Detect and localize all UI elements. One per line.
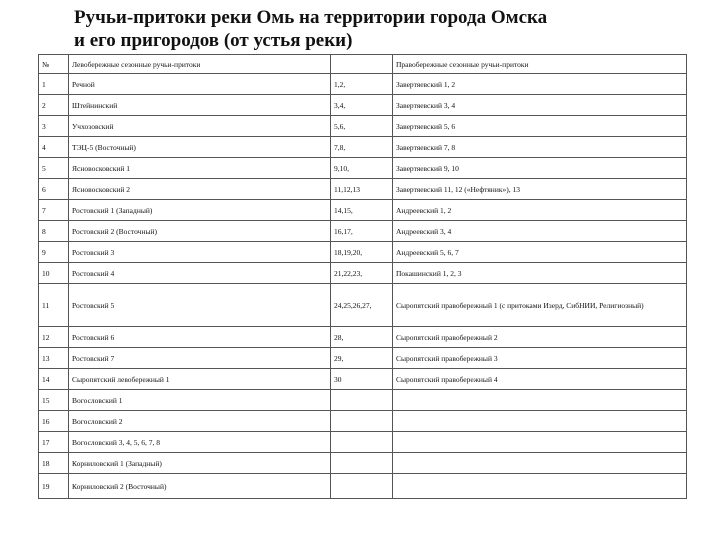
right-bank-stream	[393, 432, 687, 453]
stream-index: 5,6,	[331, 116, 393, 137]
table-row	[39, 200, 687, 221]
stream-index: 30	[331, 369, 393, 390]
right-bank-stream: Андреевский 1, 2	[393, 200, 687, 221]
table-row	[39, 390, 687, 411]
table-row	[39, 263, 687, 284]
left-bank-stream: Ростовский 1 (Западный)	[69, 200, 331, 221]
right-bank-stream: Сыропятский правобережный 4	[393, 369, 687, 390]
left-bank-stream: Ростовский 6	[69, 327, 331, 348]
left-bank-stream: Корниловский 1 (Западный)	[69, 453, 331, 474]
table-row	[39, 179, 687, 200]
row-number: 17	[39, 432, 69, 453]
left-bank-stream: Ясновосковский 1	[69, 158, 331, 179]
table-row	[39, 327, 687, 348]
left-bank-stream: Ростовский 7	[69, 348, 331, 369]
right-bank-stream	[393, 474, 687, 499]
right-bank-stream: Завертяевский 7, 8	[393, 137, 687, 158]
right-bank-stream: Сыропятский правобережный 3	[393, 348, 687, 369]
left-bank-stream: Корниловский 2 (Восточный)	[69, 474, 331, 499]
right-bank-stream	[393, 390, 687, 411]
row-number: 10	[39, 263, 69, 284]
title-line-1: Ручьи-притоки реки Омь на территории города Омска	[74, 7, 548, 28]
row-number: 16	[39, 411, 69, 432]
stream-index: 9,10,	[331, 158, 393, 179]
row-number: 14	[39, 369, 69, 390]
row-number: 13	[39, 348, 69, 369]
row-number: 1	[39, 74, 69, 95]
row-number: 6	[39, 179, 69, 200]
row-number: 18	[39, 453, 69, 474]
table-row	[39, 221, 687, 242]
left-bank-stream: Ростовский 3	[69, 242, 331, 263]
page-title	[74, 6, 694, 52]
row-number: 8	[39, 221, 69, 242]
tributaries-table	[38, 54, 687, 499]
table-row	[39, 474, 687, 499]
title-line-2: и его пригородов (от устья реки)	[74, 30, 353, 51]
stream-index: 24,25,26,27,	[331, 284, 393, 327]
left-bank-stream: Ростовский 2 (Восточный)	[69, 221, 331, 242]
row-number: 12	[39, 327, 69, 348]
left-bank-stream: Вогословский 1	[69, 390, 331, 411]
right-bank-stream	[393, 411, 687, 432]
left-bank-stream: ТЭЦ-5 (Восточный)	[69, 137, 331, 158]
row-number: 9	[39, 242, 69, 263]
table-header-row	[39, 55, 687, 74]
row-number: 3	[39, 116, 69, 137]
table-row	[39, 348, 687, 369]
stream-index: 29,	[331, 348, 393, 369]
row-number: 19	[39, 474, 69, 499]
table-row	[39, 95, 687, 116]
left-bank-stream: Ростовский 4	[69, 263, 331, 284]
right-bank-stream: Завертяевский 3, 4	[393, 95, 687, 116]
right-bank-stream: Сыропятский правобережный 2	[393, 327, 687, 348]
row-number: 11	[39, 284, 69, 327]
header-right-bank: Правобережные сезонные ручьи-притоки	[393, 55, 687, 74]
right-bank-stream: Покашинский 1, 2, 3	[393, 263, 687, 284]
row-number: 7	[39, 200, 69, 221]
stream-index: 11,12,13	[331, 179, 393, 200]
row-number: 15	[39, 390, 69, 411]
left-bank-stream: Вогословский 3, 4, 5, 6, 7, 8	[69, 432, 331, 453]
left-bank-stream: Штейнинский	[69, 95, 331, 116]
row-number: 5	[39, 158, 69, 179]
right-bank-stream: Завертяевский 11, 12 («Нефтяник»), 13	[393, 179, 687, 200]
table-row	[39, 242, 687, 263]
table-row	[39, 369, 687, 390]
table-row	[39, 74, 687, 95]
stream-index: 16,17,	[331, 221, 393, 242]
table-row	[39, 432, 687, 453]
left-bank-stream: Ростовский 5	[69, 284, 331, 327]
stream-index	[331, 453, 393, 474]
stream-index	[331, 432, 393, 453]
row-number: 4	[39, 137, 69, 158]
stream-index	[331, 390, 393, 411]
left-bank-stream: Сыропятский левобережный 1	[69, 369, 331, 390]
left-bank-stream: Ясновосковский 2	[69, 179, 331, 200]
stream-index: 7,8,	[331, 137, 393, 158]
stream-index	[331, 411, 393, 432]
table-row	[39, 158, 687, 179]
row-number: 2	[39, 95, 69, 116]
right-bank-stream: Андреевский 3, 4	[393, 221, 687, 242]
right-bank-stream: Андреевский 5, 6, 7	[393, 242, 687, 263]
left-bank-stream: Вогословский 2	[69, 411, 331, 432]
table-row	[39, 116, 687, 137]
header-left-bank: Левобережные сезонные ручьи-притоки	[69, 55, 331, 74]
table-row	[39, 137, 687, 158]
table-row	[39, 453, 687, 474]
right-bank-stream: Сыропятский правобережный 1 (с притоками Изерд, СибНИИ, Религиозный)	[393, 284, 687, 327]
table-row	[39, 284, 687, 327]
right-bank-stream: Завертяевский 9, 10	[393, 158, 687, 179]
stream-index: 3,4,	[331, 95, 393, 116]
right-bank-stream	[393, 453, 687, 474]
right-bank-stream: Завертяевский 1, 2	[393, 74, 687, 95]
stream-index	[331, 474, 393, 499]
header-index	[331, 55, 393, 74]
header-number: №	[39, 55, 69, 74]
stream-index: 28,	[331, 327, 393, 348]
stream-index: 21,22,23,	[331, 263, 393, 284]
stream-index: 18,19,20,	[331, 242, 393, 263]
stream-index: 14,15,	[331, 200, 393, 221]
right-bank-stream: Завертяевский 5, 6	[393, 116, 687, 137]
table-row	[39, 411, 687, 432]
left-bank-stream: Учхозовский	[69, 116, 331, 137]
stream-index: 1,2,	[331, 74, 393, 95]
left-bank-stream: Речной	[69, 74, 331, 95]
